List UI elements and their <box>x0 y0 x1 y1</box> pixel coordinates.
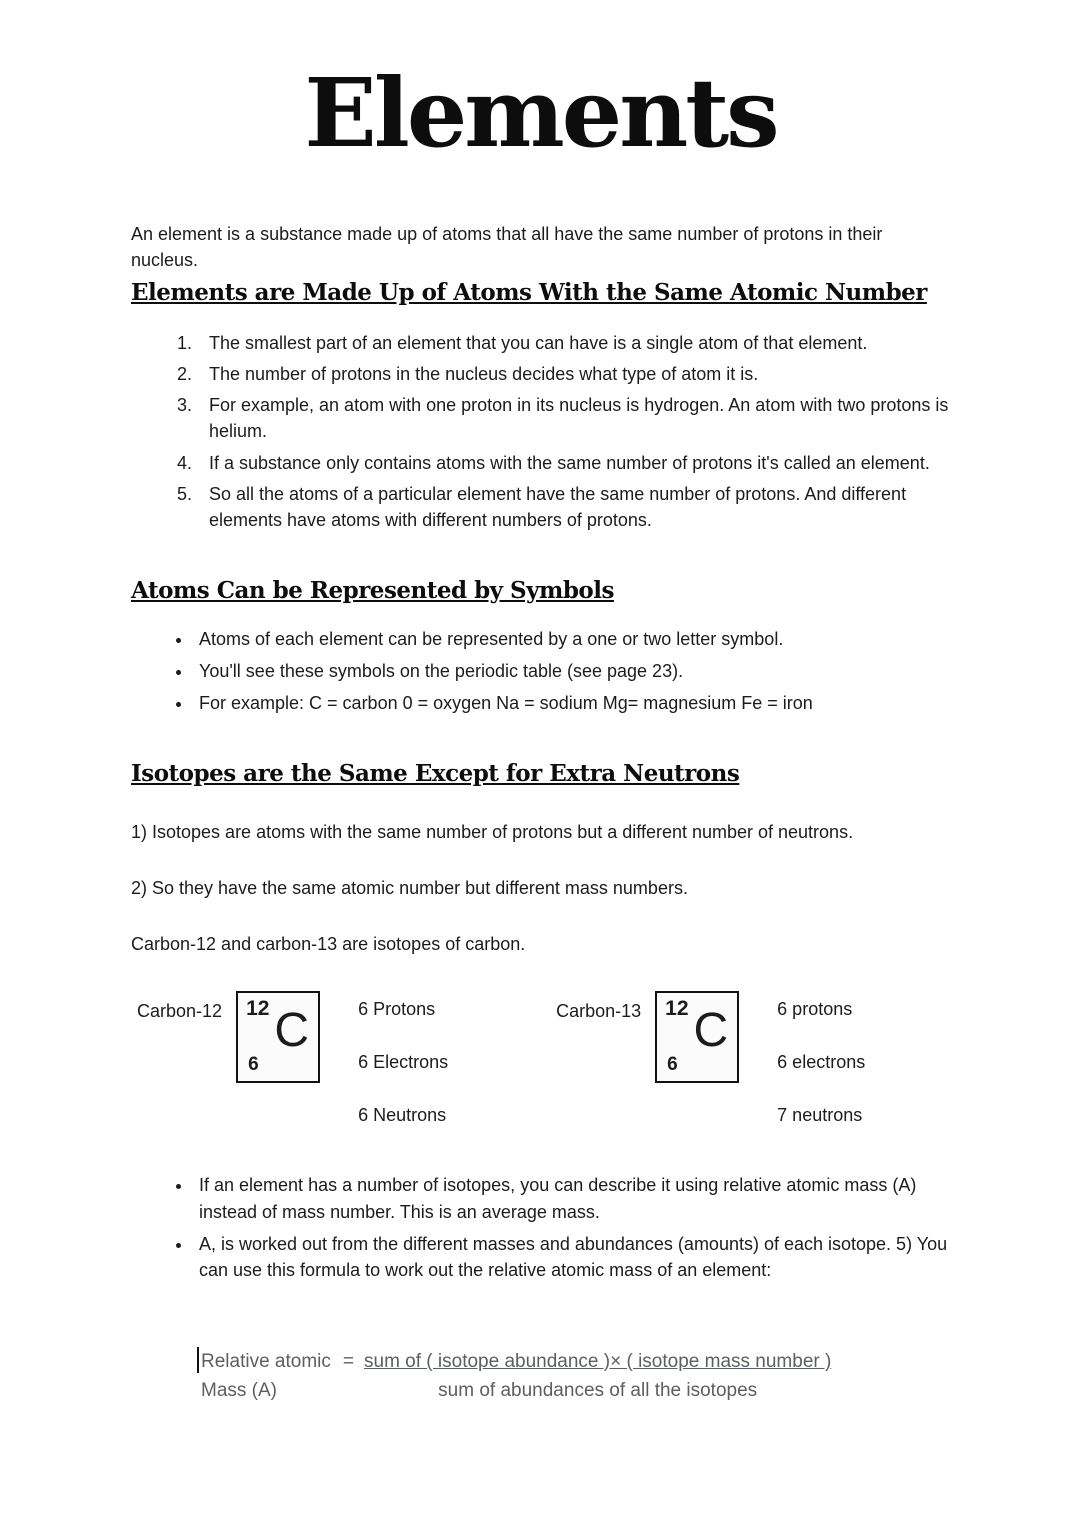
symbols-list <box>131 626 950 716</box>
formula-label-line1: Relative atomic <box>201 1350 331 1372</box>
relative-mass-list <box>131 1172 950 1282</box>
heading-isotopes: Isotopes are the Same Except for Extra Neutrons <box>131 760 740 788</box>
formula-numerator: sum of ( isotope abundance )× ( isotope mass number ) <box>364 1350 832 1372</box>
isotopes-paragraph: Carbon-12 and carbon-13 are isotopes of carbon. <box>131 934 526 955</box>
formula-label <box>201 1347 331 1406</box>
element-tile-carbon-13 <box>655 991 739 1083</box>
formula-fraction <box>364 1347 831 1406</box>
intro-paragraph: An element is a substance made up of atoms that all have the same number of protons in their nucleus. <box>131 224 883 271</box>
fact-protons: 6 Protons <box>358 999 436 1020</box>
list-item: 3. For example, an atom with one proton in its nucleus is hydrogen. An atom with two protons is helium. <box>197 392 950 444</box>
isotope-comparison <box>137 991 950 1158</box>
list-item: 5. So all the atoms of a particular element have the same number of protons. And different elements have atoms with different numbers of protons. <box>197 481 950 533</box>
list-item: • Atoms of each element can be represented by a one or two letter symbol. <box>193 626 950 652</box>
heading-symbols: Atoms Can be Represented by Symbols <box>131 576 614 604</box>
relative-atomic-mass-formula <box>197 1347 950 1406</box>
list-item: • For example: C = carbon 0 = oxygen Na = sodium Mg= magnesium Fe = iron <box>193 690 950 716</box>
isotope-carbon-13 <box>556 991 865 1158</box>
fact-neutrons: 6 Neutrons <box>358 1105 447 1126</box>
list-item: 1. The smallest part of an element that you can have is a single atom of that element. <box>197 330 950 356</box>
heading-atomic-number: Elements are Made Up of Atoms With the Same Atomic Number <box>131 279 927 307</box>
isotope-facts <box>777 991 865 1158</box>
list-item: • If an element has a number of isotopes, you can describe it using relative atomic mass (A) instead of mass number. This is an average mass. <box>193 1172 950 1224</box>
list-item: 2. The number of protons in the nucleus decides what type of atom it is. <box>197 361 950 387</box>
fact-neutrons: 7 neutrons <box>777 1105 863 1126</box>
element-tile-carbon-12 <box>236 991 320 1083</box>
fact-electrons: 6 Electrons <box>358 1052 449 1073</box>
fact-electrons: 6 electrons <box>777 1052 866 1073</box>
element-symbol: C <box>693 1004 729 1058</box>
mass-number: 12 <box>665 997 689 1021</box>
isotopes-paragraph: 2) So they have the same atomic number but different mass numbers. <box>131 878 688 899</box>
formula-label-line2: Mass (A) <box>201 1380 277 1402</box>
isotope-carbon-12 <box>137 991 448 1158</box>
atomic-number-list <box>131 330 950 533</box>
text-cursor <box>197 1347 199 1373</box>
element-symbol: C <box>274 1004 310 1058</box>
isotope-label: Carbon-12 <box>137 1001 223 1022</box>
equals-sign: = <box>342 1350 354 1372</box>
atomic-number: 6 <box>667 1054 678 1076</box>
atomic-number: 6 <box>248 1054 259 1076</box>
list-item: • A, is worked out from the different masses and abundances (amounts) of each isotope. 5) You can use this formula to work out the relative atomic mass of an element: <box>193 1231 950 1283</box>
list-item: • You'll see these symbols on the periodic table (see page 23). <box>193 658 950 684</box>
isotopes-paragraph: 1) Isotopes are atoms with the same number of protons but a different number of neutrons. <box>131 822 854 843</box>
formula-denominator: sum of abundances of all the isotopes <box>438 1380 758 1402</box>
isotope-facts <box>358 991 448 1158</box>
fact-protons: 6 protons <box>777 999 853 1020</box>
isotope-label: Carbon-13 <box>556 1001 642 1022</box>
list-item: 4. If a substance only contains atoms with the same number of protons it's called an element. <box>197 450 950 476</box>
mass-number: 12 <box>246 997 270 1021</box>
page-title: Elements <box>304 58 777 169</box>
